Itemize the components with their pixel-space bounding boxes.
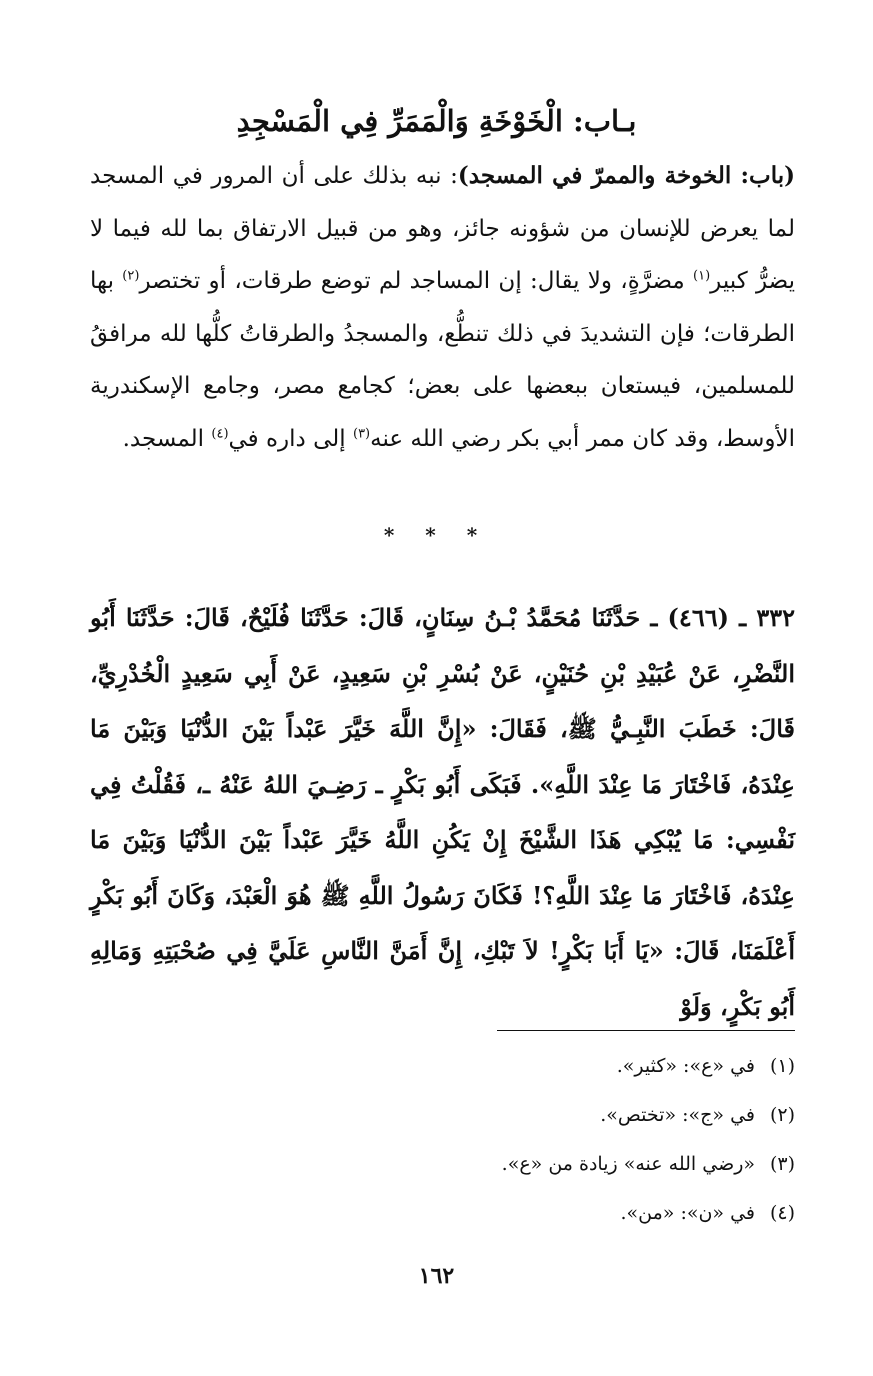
footnote-ref-4[interactable]: (٤) (211, 425, 229, 441)
commentary-paragraph (90, 150, 795, 465)
footnote-item (200, 1140, 795, 1189)
footnote-text: «رضي الله عنه» زيادة من «ع». (501, 1153, 755, 1175)
commentary-text: : نبه بذلك على أن المرور في المسجد لما يعرض للإنسان من شؤونه جائز، وهو من قبيل الارتفاق بما لله فيما لا يضرُّ كبير (90, 163, 795, 294)
commentary-text: بها الطرقات؛ فإن التشديدَ في ذلك تنطُّع، والمسجدُ والطرقاتُ كلُّها لله مرافقُ للمسلمين، فيستعان ببعضها على بعض؛ كجامع مصر، وجامع الإسكندرية الأوسط، وقد كان ممر أبي بكر رضي الله عنه (90, 268, 795, 452)
footnote-text: في «ج»: «تختص». (600, 1104, 755, 1126)
hadith-text: ٣٣٢ ـ (٤٦٦) ـ حَدَّثَنَا مُحَمَّدُ بْـنُ سِنَانٍ، قَالَ: حَدَّثَنَا فُلَيْحٌ، قَالَ: حَدَّثَنَا أَبُو النَّضْرِ، عَنْ عُبَيْدِ بْنِ حُنَيْنٍ، عَنْ بُسْرِ بْنِ سَعِيدٍ، عَنْ أَبِي سَعِيدٍ الْخُدْرِيِّ، قَالَ: خَطَبَ النَّبِـيُّ ﷺ، فَقَالَ: «إِنَّ اللَّهَ خَيَّرَ عَبْداً بَيْنَ الدُّنْيَا وَبَيْنَ مَا عِنْدَهُ، فَاخْتَارَ مَا عِنْدَ اللَّهِ». فَبَكَى أَبُو بَكْرٍ ـ رَضِـيَ اللهُ عَنْهُ ـ، فَقُلْتُ فِي نَفْسِي: مَا يُبْكِي هَذَا الشَّيْخَ إِنْ يَكُنِ اللَّهُ خَيَّرَ عَبْداً بَيْنَ الدُّنْيَا وَبَيْنَ مَا عِنْدَهُ، فَاخْتَارَ مَا عِنْدَ اللَّهِ؟! فَكَانَ رَسُولُ اللَّهِ ﷺ هُوَ الْعَبْدَ، وَكَانَ أَبُو بَكْرٍ أَعْلَمَنَا، قَالَ: «يَا أَبَا بَكْرٍ! لاَ تَبْكِ، إِنَّ أَمَنَّ النَّاسِ عَلَيَّ فِي صُحْبَتِهِ وَمَالِهِ أَبُو بَكْرٍ، وَلَوْ (90, 603, 795, 1021)
footnote-number: (٢) (769, 1104, 795, 1126)
footnote-item (200, 1042, 795, 1091)
commentary-text: إلى داره في (228, 425, 353, 452)
commentary-lead: (باب: الخوخة والممرّ في المسجد) (457, 162, 795, 189)
footnote-divider (497, 1030, 795, 1031)
footnote-item (200, 1189, 795, 1238)
page-number: ١٦٢ (418, 1263, 455, 1289)
footnote-text: في «ن»: «من». (620, 1202, 755, 1224)
footnote-item (200, 1091, 795, 1140)
footnote-ref-3[interactable]: (٣) (352, 425, 371, 441)
footnotes-list (200, 1042, 795, 1238)
footnote-text: في «ع»: «كثير». (616, 1055, 755, 1077)
footnote-ref-1[interactable]: (١) (693, 268, 711, 284)
footnote-number: (٤) (769, 1202, 795, 1224)
commentary-text: المسجد. (122, 425, 212, 452)
section-separator: * * * (383, 523, 490, 547)
footnote-ref-2[interactable]: (٢) (122, 268, 140, 284)
hadith-paragraph (90, 590, 795, 1034)
footnote-number: (٣) (769, 1153, 795, 1175)
commentary-text: مضرَّةٍ، ولا يقال: إن المساجد لم توضع طرقات، أو تختصر (139, 268, 694, 294)
chapter-title: بـاب: الْخَوْخَةِ وَالْمَمَرِّ فِي الْمَسْجِدِ (236, 104, 637, 139)
footnote-number: (١) (769, 1055, 795, 1077)
